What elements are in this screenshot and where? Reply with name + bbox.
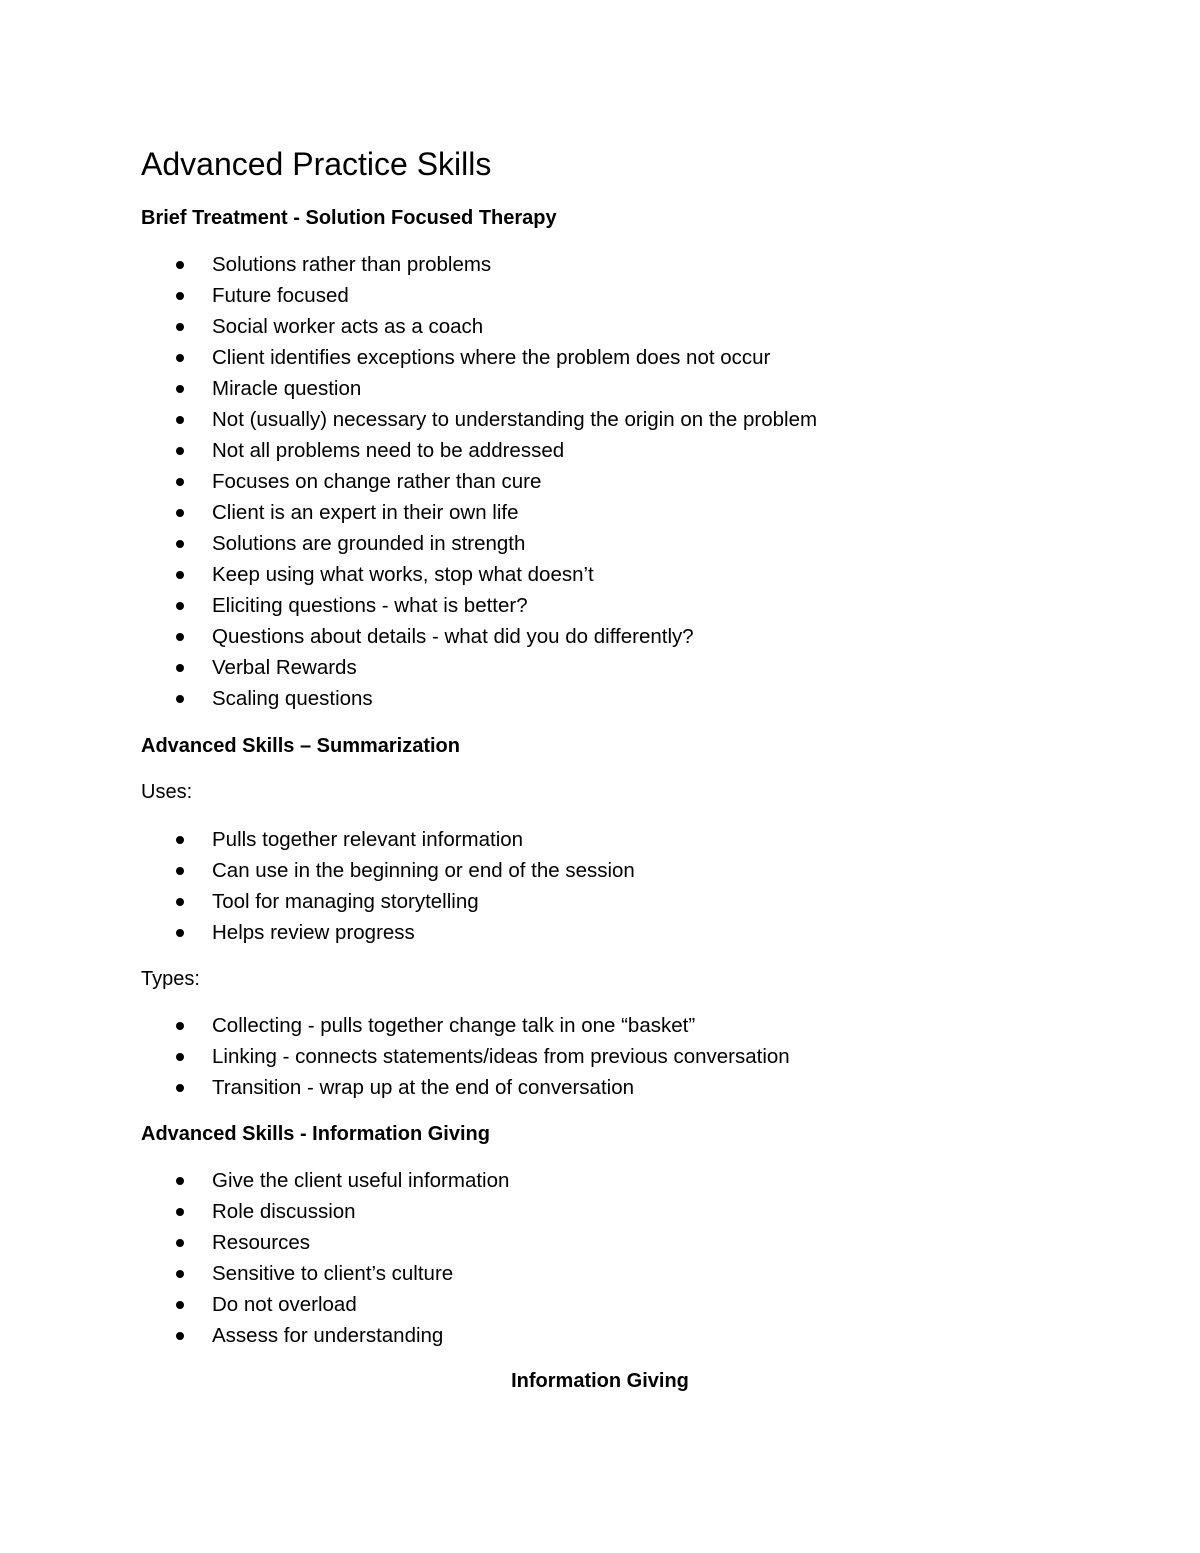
bullet-icon xyxy=(176,1084,184,1092)
bullet-icon xyxy=(176,1270,184,1278)
bullet-icon xyxy=(176,1239,184,1247)
bullet-icon xyxy=(176,602,184,610)
bullet-icon xyxy=(176,929,184,937)
bullet-icon xyxy=(176,323,184,331)
bullet-icon xyxy=(176,1177,184,1185)
bullet-icon xyxy=(176,478,184,486)
document-page: Advanced Practice Skills Brief Treatment - Solution Focused Therapy Solutions rather than problems Future focused Social worker acts as a coach Client identifies exceptions where the problem does not occur Miracle question Not (usually) necessary to understanding the origin on the problem Not all problems need to be addressed Focuses on change rather than cure Client is an expert in their own life Solutions are grounded in strength Keep using what works, stop what doesn’t Eliciting questions - what is better? Questions about details - what did you do differently? Verbal Rewards Scaling questions Advanced Skills – Summarization Uses: Pulls together relevant information Can use in the beginning or end of the session Tool for managing storytelling Helps review progress Types: Collecting - pulls together change talk in one “basket” Linking - connects statements/ideas from previous conversation Transition - wrap up at the end of conversation Advanced Skills - Information Giving Give the client useful information Role discussion Resources Sensitive to client’s culture Do not overload Assess for understanding Information Giving xyxy=(0,0,1200,1553)
bullet-icon xyxy=(176,540,184,548)
centered-heading-information-giving: Information Giving xyxy=(511,1370,689,1392)
bullet-icon xyxy=(176,447,184,455)
bullet-icon xyxy=(176,1301,184,1309)
bullet-icon xyxy=(176,836,184,844)
document-title: Advanced Practice Skills xyxy=(141,146,492,182)
types-label: Types: xyxy=(141,968,200,990)
bullet-icon xyxy=(176,385,184,393)
bullet-icon xyxy=(176,261,184,269)
bullet-icon xyxy=(176,867,184,875)
bullet-icon xyxy=(176,416,184,424)
uses-label: Uses: xyxy=(141,781,193,803)
bullet-icon xyxy=(176,1332,184,1340)
bullet-icon xyxy=(176,354,184,362)
bullet-icon xyxy=(176,292,184,300)
bullet-icon xyxy=(176,633,184,641)
bullet-icon xyxy=(176,1208,184,1216)
bullet-icon xyxy=(176,898,184,906)
bullet-icon xyxy=(176,571,184,579)
section-heading-information-giving: Advanced Skills - Information Giving xyxy=(141,1123,490,1145)
bullet-icon xyxy=(176,664,184,672)
section-heading-solution-focused: Brief Treatment - Solution Focused Therapy xyxy=(141,207,557,229)
bullet-icon xyxy=(176,695,184,703)
bullet-icon xyxy=(176,1022,184,1030)
bullet-icon xyxy=(176,1053,184,1061)
bullet-icon xyxy=(176,509,184,517)
section-heading-summarization: Advanced Skills – Summarization xyxy=(141,735,460,757)
